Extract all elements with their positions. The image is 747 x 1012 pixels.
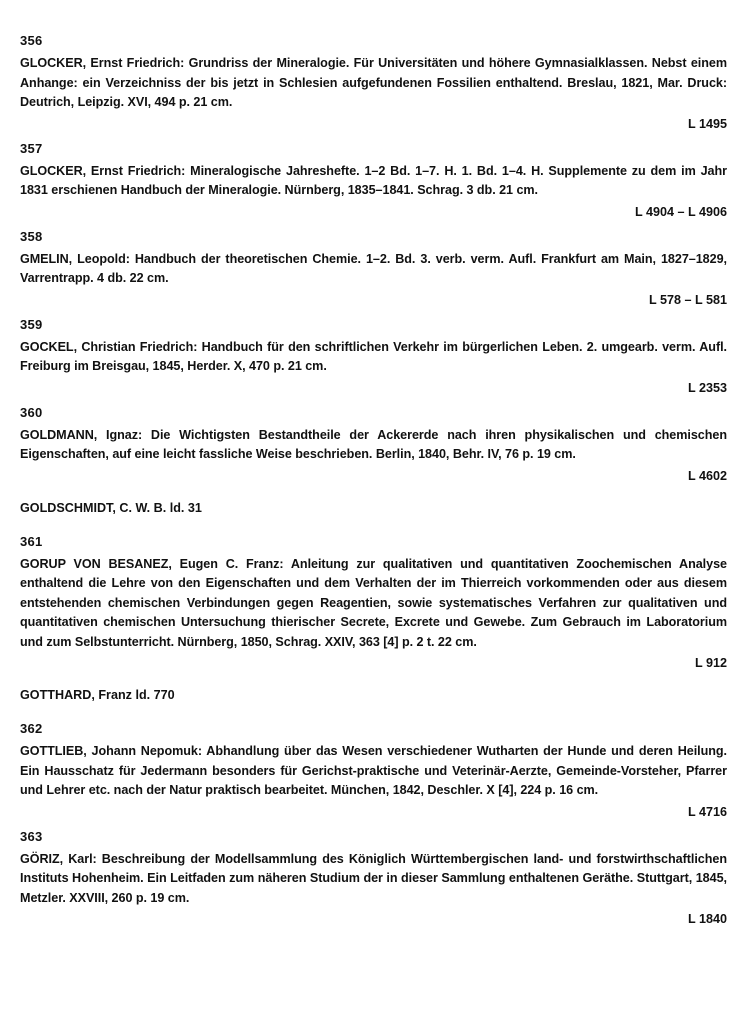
entry-number: 362 bbox=[20, 721, 43, 736]
entry-description bbox=[20, 426, 727, 465]
catalog-entry-362 bbox=[20, 720, 727, 821]
catalog-entry-359 bbox=[20, 316, 727, 397]
entry-text: Ignaz: Die Wichtigsten Bestandtheile der Ackererde nach ihren physikalischen und chemischen Eigenschaften, auf eine leicht fassliche Weise beschrieben. Berlin, 1840, Behr. IV, 76 p. 19 cm. bbox=[20, 427, 727, 461]
entry-description bbox=[20, 162, 727, 201]
catalog-entry-363 bbox=[20, 828, 727, 929]
entry-signature: L 578 – L 581 bbox=[649, 292, 727, 307]
entry-text: Johann Nepomuk: Abhandlung über das Wesen verschiedener Wutharten der Hunde und deren Heilung. Ein Hausschatz für Jedermann besonders für Gerichst-praktische und Veterinär-Aerzte, Gemeinde-Vorsteher, Pfarrer und Lehrer etc. nach der Natur praktisch bearbeitet. München, 1842, Deschler. X [4], 224 p. 16 cm. bbox=[20, 744, 727, 797]
entry-number: 360 bbox=[20, 404, 43, 420]
entry-signature: L 4602 bbox=[688, 468, 727, 483]
entry-author: GLOCKER, bbox=[20, 56, 87, 70]
catalog-entry-361 bbox=[20, 533, 727, 673]
entry-author: GORUP VON BESANEZ, bbox=[20, 556, 172, 571]
entry-number: 356 bbox=[20, 33, 43, 48]
entry-number: 357 bbox=[20, 140, 43, 156]
entry-description bbox=[20, 555, 727, 653]
entry-text: Leopold: Handbuch der theoretischen Chemie. 1–2. Bd. 3. verb. verm. Aufl. Frankfurt am Main, 1827–1829, Varrentrapp. 4 db. 22 cm. bbox=[20, 251, 727, 285]
entry-description bbox=[20, 54, 727, 113]
entry-author: GOCKEL, bbox=[20, 339, 78, 354]
entry-text: Ernst Friedrich: Mineralogische Jahreshefte. 1–2 Bd. 1–7. H. 1. Bd. 1–4. H. Supplemente zu dem im Jahr 1831 erschienen Handbuch der Mineralogie. Nürnberg, 1835–1841. Schrag. 3 db. 21 cm. bbox=[20, 163, 727, 197]
cross-reference-goldschmidt: GOLDSCHMIDT, C. W. B. ld. 31 bbox=[20, 500, 202, 515]
entry-text: Ernst Friedrich: Grundriss der Mineralogie. Für Universitäten und höhere Gymnasialklassen. Nebst einem Anhange: ein Verzeichniss der bis jetzt in Schlesien aufgefundenen Fossilien enthaltend. Breslau, 1821, Mar. Druck: Deutrich, Leipzig. XVI, 494 p. 21 cm. bbox=[20, 56, 727, 109]
entry-number: 358 bbox=[20, 228, 43, 244]
entry-author: GLOCKER, bbox=[20, 163, 87, 178]
entry-signature: L 2353 bbox=[688, 380, 727, 395]
entry-author: GMELIN, bbox=[20, 251, 73, 266]
entry-number: 359 bbox=[20, 316, 43, 332]
catalog-entry-356 bbox=[20, 32, 727, 133]
cross-reference-gotthard: GOTTHARD, Franz ld. 770 bbox=[20, 688, 175, 702]
entry-author: GOLDMANN, bbox=[20, 427, 98, 442]
entry-signature: L 4716 bbox=[688, 804, 727, 819]
catalog-entry-357 bbox=[20, 140, 727, 221]
entry-author: GÖRIZ, bbox=[20, 851, 64, 866]
entry-signature: L 1840 bbox=[688, 912, 727, 926]
catalog-entry-358 bbox=[20, 228, 727, 309]
entry-description bbox=[20, 850, 727, 909]
entry-signature: L 4904 – L 4906 bbox=[635, 204, 727, 219]
catalog-entry-360 bbox=[20, 404, 727, 485]
entry-author: GOTTLIEB, bbox=[20, 744, 87, 758]
entry-number: 361 bbox=[20, 533, 43, 549]
entry-description bbox=[20, 338, 727, 377]
entry-text: Karl: Beschreibung der Modellsammlung des Königlich Württembergischen land- und forstwirthschaftlichen Instituts Hohenheim. Ein Leitfaden zum näheren Studium der in dieser Sammlung enthaltenen Geräthe. Stuttgart, 1845, Metzler. XXVIII, 260 p. 19 cm. bbox=[20, 851, 727, 905]
entry-text: Christian Friedrich: Handbuch für den schriftlichen Verkehr im bürgerlichen Leben. 2. umgearb. verm. Aufl. Freiburg im Breisgau, 1845, Herder. X, 470 p. 21 cm. bbox=[20, 339, 727, 373]
entry-description bbox=[20, 250, 727, 289]
entry-description bbox=[20, 742, 727, 801]
entry-number: 363 bbox=[20, 828, 43, 844]
entry-text: Eugen C. Franz: Anleitung zur qualitativen und quantitativen Zoochemischen Analyse enthaltend die Lehre von den Eigenschaften und dem Verhalten der im Thierreich vorkommenden oder aus diesem entstehenden chemischen Verbindungen gegen Reagentien, sowie systematisches Verfahren zur qualitativen und quantitativen chemischen Untersuchung thierischer Secrete, Excrete und Gewebe. Zum Gebrauch im Laboratorium und zum Selbstunterricht. Nürnberg, 1850, Schrag. XXIV, 363 [4] p. 2 t. 22 cm. bbox=[20, 556, 727, 649]
entry-signature: L 912 bbox=[695, 656, 727, 670]
entry-signature: L 1495 bbox=[688, 116, 727, 131]
